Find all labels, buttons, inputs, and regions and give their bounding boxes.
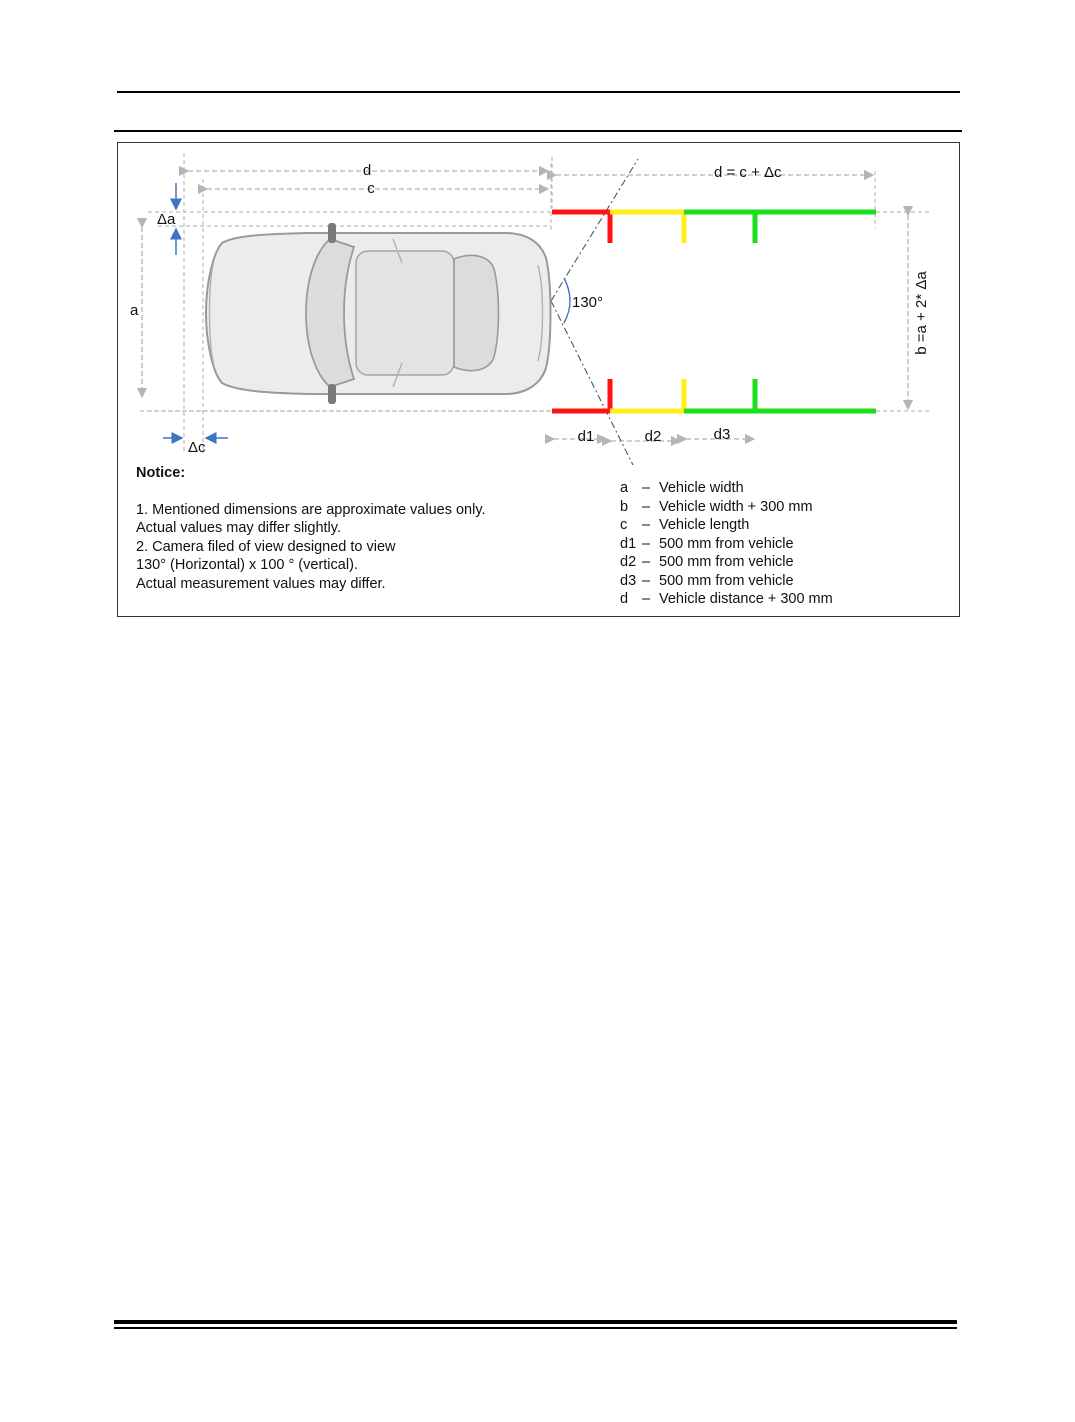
notice-line: Actual values may differ slightly.: [136, 520, 341, 536]
footer-rule-thick: [114, 1320, 957, 1324]
notice-line: 1. Mentioned dimensions are approximate values only.: [136, 501, 486, 518]
label-a: a: [130, 302, 139, 319]
car-top-view-icon: [206, 223, 551, 404]
label-c: c: [367, 180, 375, 197]
legend-row: d2 – 500 mm from vehicle: [620, 554, 794, 570]
notice-line: 130° (Horizontal) x 100 ° (vertical).: [136, 557, 358, 573]
legend-block: [620, 479, 950, 609]
label-b-formula: b =a + 2* Δa: [913, 271, 930, 355]
legend-row: b – Vehicle width + 300 mm: [620, 498, 813, 515]
notice-block: [136, 464, 576, 593]
label-delta-a: Δa: [157, 211, 176, 228]
label-d2: d2: [644, 428, 662, 445]
legend-row: c – Vehicle length: [620, 517, 750, 533]
notice-title: Notice:: [136, 465, 186, 481]
label-d3: d3: [713, 426, 731, 443]
label-d1: d1: [577, 428, 595, 445]
label-angle: 130°: [572, 294, 604, 311]
label-d-total: d = c + Δc: [714, 164, 782, 181]
legend-row: a – Vehicle width: [620, 480, 744, 496]
header-rule-top: [117, 91, 960, 93]
label-d: d: [362, 162, 372, 179]
parking-guide-figure: [117, 142, 960, 617]
guide-lines: [552, 212, 876, 411]
legend-row: d – Vehicle distance + 300 mm: [620, 591, 833, 607]
header-rule-bottom: [114, 130, 962, 132]
legend-row: d1 – 500 mm from vehicle: [620, 535, 794, 552]
notice-line: 2. Camera filed of view designed to view: [136, 538, 396, 555]
legend-row: d3 – 500 mm from vehicle: [620, 572, 794, 589]
notice-line: Actual measurement values may differ.: [136, 575, 386, 592]
camera-fov-lines: [551, 159, 638, 465]
fov-angle-arc: [564, 278, 570, 323]
footer-rule-thin: [114, 1327, 957, 1329]
label-delta-c: Δc: [188, 439, 206, 456]
